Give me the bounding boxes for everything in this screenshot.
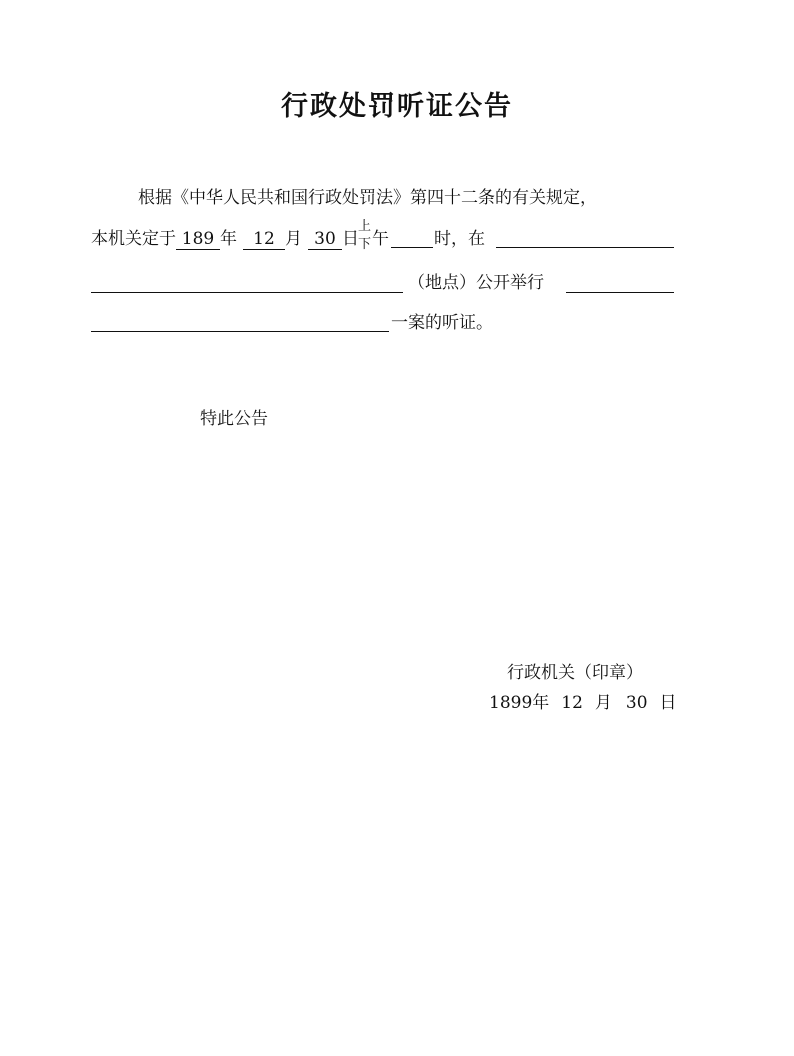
paragraph-line-1: 根据《中华人民共和国行政处罚法》第四十二条的有关规定， bbox=[138, 188, 597, 208]
document-title: 行政处罚听证公告 bbox=[281, 91, 513, 122]
day-unit: 日 bbox=[342, 229, 359, 249]
year-field[interactable]: 189 bbox=[176, 229, 220, 250]
day-field[interactable]: 30 bbox=[308, 229, 342, 250]
year-unit: 年 bbox=[220, 229, 237, 249]
closing-text: 特此公告 bbox=[200, 409, 268, 429]
hour-field[interactable] bbox=[391, 247, 433, 248]
month-unit: 月 bbox=[285, 229, 302, 249]
line4-text: 一案的听证。 bbox=[391, 313, 493, 333]
hour-unit: 时，在 bbox=[434, 229, 485, 249]
signature-date bbox=[489, 692, 677, 714]
case-field-part2[interactable] bbox=[91, 331, 389, 332]
signature-month-value: 12 bbox=[561, 693, 583, 713]
signature-day-unit: 日 bbox=[659, 693, 677, 713]
case-field-part1[interactable] bbox=[566, 292, 674, 293]
location-field-part1[interactable] bbox=[496, 247, 674, 248]
month-field[interactable]: 12 bbox=[243, 229, 285, 250]
pm-mark: 下 bbox=[358, 237, 372, 252]
signature-month-unit: 月 bbox=[594, 693, 612, 713]
line2-prefix: 本机关定于 bbox=[91, 229, 176, 249]
line3-text: （地点）公开举行 bbox=[408, 273, 544, 293]
paragraph-line-2 bbox=[91, 228, 359, 250]
noon-char: 午 bbox=[372, 229, 389, 249]
location-field-part2[interactable] bbox=[91, 292, 403, 293]
am-mark: 上 bbox=[358, 219, 372, 234]
signature-year: 1899年 bbox=[489, 693, 550, 713]
signature-authority: 行政机关（印章） bbox=[507, 663, 643, 683]
signature-day-value: 30 bbox=[625, 693, 648, 713]
